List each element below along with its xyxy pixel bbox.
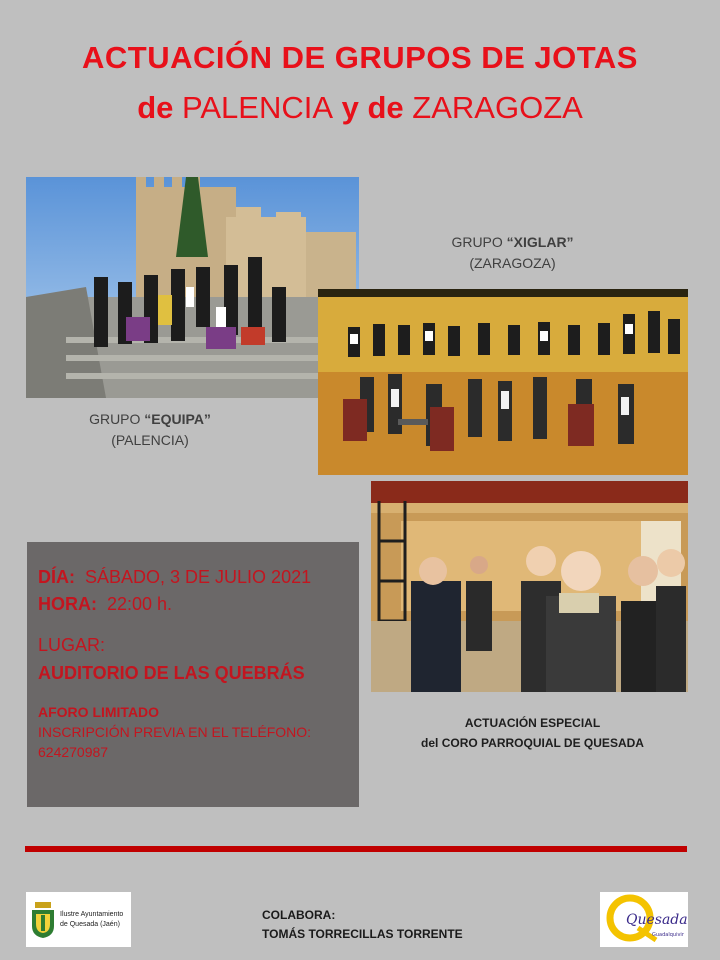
collab-name: TOMÁS TORRECILLAS TORRENTE (262, 927, 463, 941)
special-line2: del CORO PARROQUIAL DE QUESADA (421, 736, 644, 750)
day-value: SÁBADO, 3 DE JULIO 2021 (85, 567, 312, 587)
special-line1: ACTUACIÓN ESPECIAL (464, 716, 601, 730)
time-value: 22:00 h. (107, 594, 173, 614)
coat-of-arms-icon (30, 900, 56, 940)
subtitle-de: de (137, 90, 182, 125)
event-time-row (38, 591, 359, 618)
event-info-box (27, 542, 359, 807)
special-performance-caption (380, 713, 685, 753)
caption-grupo-equipa (70, 409, 230, 451)
subtitle-y-de: y de (333, 90, 413, 125)
photo-grupo-equipa (26, 177, 359, 398)
registration-notice: INSCRIPCIÓN PREVIA EN EL TELÉFONO: (38, 724, 312, 740)
council-logo (26, 892, 131, 947)
day-label: DÍA: (38, 567, 75, 587)
brand-logo-text: Quesada (626, 912, 688, 928)
caption-equipa-prefix: GRUPO (89, 411, 145, 427)
poster-title: ACTUACIÓN DE GRUPOS DE JOTAS (82, 40, 638, 75)
place-value: AUDITORIO DE LAS QUEBRÁS (38, 663, 305, 683)
phone-number: 624270987 (38, 744, 109, 760)
council-name-line1: Ilustre Ayuntamiento (60, 910, 124, 918)
quesada-brand-logo (600, 892, 688, 947)
collaborator-block (262, 906, 463, 944)
caption-xiglar-city: (ZARAGOZA) (469, 255, 556, 271)
caption-grupo-xiglar (425, 232, 600, 274)
caption-equipa-city: (PALENCIA) (111, 432, 189, 448)
place-label: LUGAR: (38, 635, 106, 655)
event-day-row (38, 564, 359, 591)
subtitle-city-zaragoza: ZARAGOZA (412, 90, 583, 125)
collab-label: COLABORA: (262, 908, 336, 922)
poster-subtitle (0, 90, 720, 126)
council-name-line2: de Quesada (Jaén) (60, 920, 120, 928)
brand-logo-sub: Guadalquivir (652, 932, 684, 938)
subtitle-city-palencia: PALENCIA (181, 90, 334, 125)
photo-grupo-xiglar (318, 289, 688, 475)
caption-xiglar-name: “XIGLAR” (506, 234, 574, 250)
capacity-notice: AFORO LIMITADO (38, 704, 160, 720)
caption-xiglar-prefix: GRUPO (451, 234, 507, 250)
caption-equipa-name: “EQUIPA” (144, 411, 211, 427)
footer-divider (25, 846, 687, 852)
time-label: HORA: (38, 594, 97, 614)
photo-coro-parroquial (371, 481, 688, 692)
